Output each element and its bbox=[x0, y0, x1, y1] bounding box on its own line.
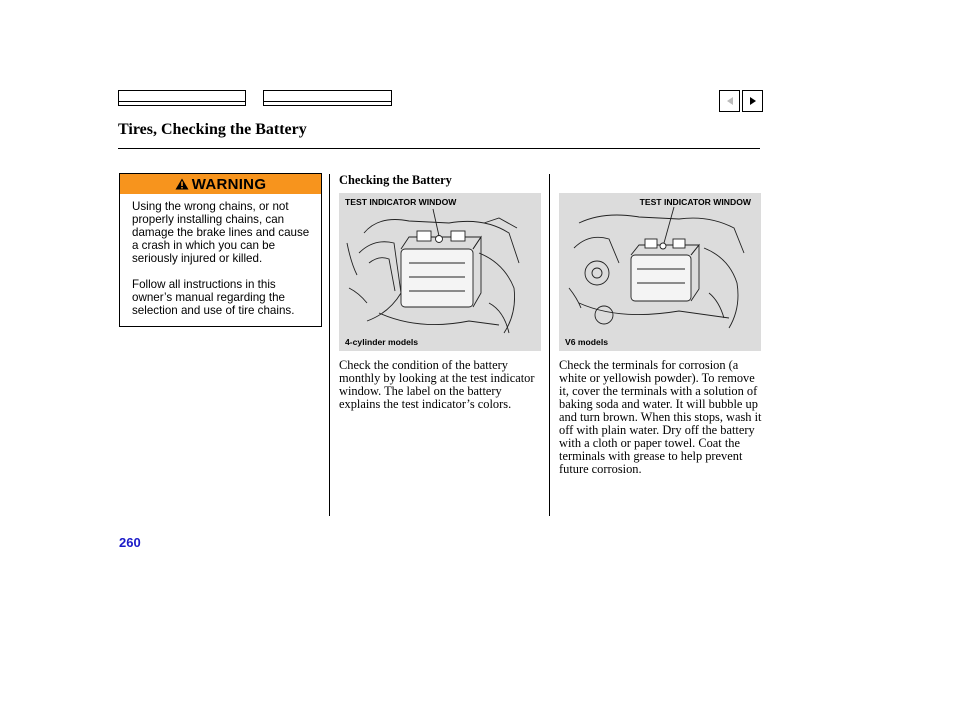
warning-paragraph-1: Using the wrong chains, or not properly installing chains, can damage the brake lines and cause a crash in which you can be seriously injured or killed. bbox=[132, 200, 310, 265]
triangle-left-icon bbox=[725, 96, 735, 106]
page-title: Tires, Checking the Battery bbox=[118, 121, 307, 138]
column-divider-2 bbox=[549, 174, 550, 516]
nav-tab-1[interactable] bbox=[118, 90, 246, 106]
nav-tab-2[interactable] bbox=[263, 90, 392, 106]
section-heading: Checking the Battery bbox=[339, 173, 452, 187]
page-number: 260 bbox=[119, 535, 141, 550]
figure-bottom-label: V6 models bbox=[565, 337, 608, 347]
engine-bay-illustration bbox=[339, 193, 541, 351]
figure-bottom-label: 4-cylinder models bbox=[345, 337, 419, 347]
battery-check-text: Check the condition of the battery monthly by looking at the test indicator window. The label on the battery explains the test indicator’s colors. bbox=[339, 358, 535, 411]
engine-bay-illustration bbox=[559, 193, 761, 351]
warning-paragraph-2: Follow all instructions in this owner’s manual regarding the selection and use of tire chains. bbox=[132, 278, 295, 317]
figure-v6-engine bbox=[559, 193, 761, 351]
triangle-right-icon bbox=[748, 96, 758, 106]
warning-box bbox=[119, 173, 322, 327]
warning-label: WARNING bbox=[191, 175, 267, 193]
figure-top-label: TEST INDICATOR WINDOW bbox=[639, 197, 751, 207]
column-divider-1 bbox=[329, 174, 330, 516]
warning-triangle-icon bbox=[175, 178, 189, 190]
prev-page-button[interactable] bbox=[719, 90, 740, 112]
next-page-button[interactable] bbox=[742, 90, 763, 112]
warning-header bbox=[120, 174, 321, 194]
title-divider bbox=[118, 148, 760, 149]
figure-4cylinder-engine bbox=[339, 193, 541, 351]
terminal-corrosion-text: Check the terminals for corrosion (a white or yellowish powder). To remove it, cover the terminals with a solution of baking soda and water. It will bubble up and turn brown. When this stops, wash it off with plain water. Dry off the battery with a cloth or paper towel. Coat the terminals with grease to help prevent future corrosion. bbox=[559, 358, 762, 476]
figure-top-label: TEST INDICATOR WINDOW bbox=[345, 197, 457, 207]
